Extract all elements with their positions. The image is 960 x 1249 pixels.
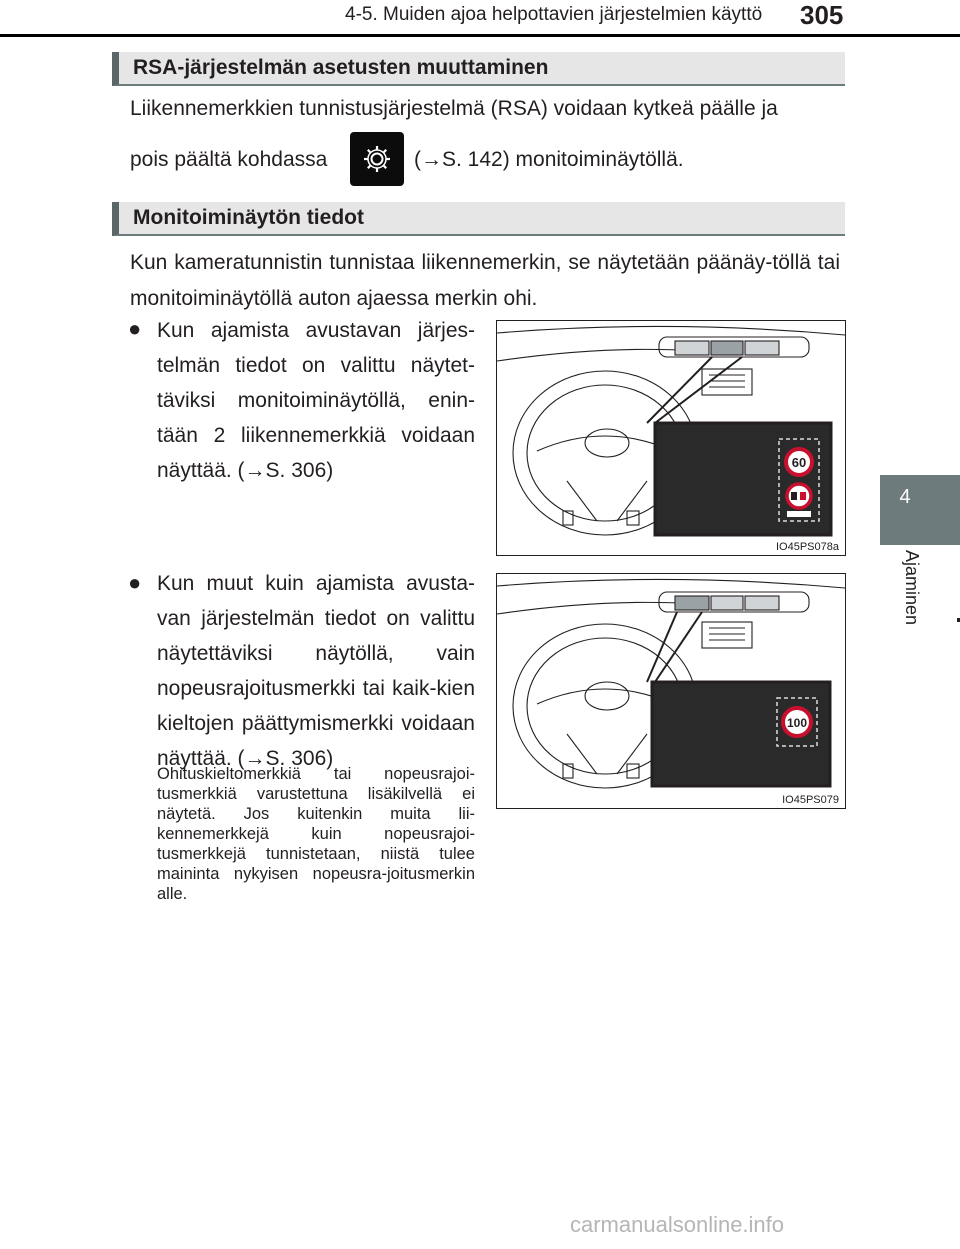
- page-number: 305: [800, 0, 844, 30]
- bullet-marker: ●: [128, 570, 142, 595]
- header-rule: [0, 34, 960, 37]
- figure-code: IO45PS078a: [776, 541, 839, 553]
- bullet-item-1: Kun ajamista avustavan järjes-telmän tiedot on valittu näytet-täviksi monitoiminäytöllä, enin-tään 2 liikennemerkkiä voidaan näyttää. (→S. 306): [157, 319, 475, 482]
- speed-sign-60: 60: [791, 455, 807, 470]
- cockpit-illustration: [497, 321, 845, 555]
- rsa-paragraph-line2-start: pois päältä kohdassa: [130, 148, 328, 171]
- speed-sign-100: 100: [786, 716, 808, 730]
- rsa-paragraph-line2-end: (→S. 142) monitoiminäytöllä.: [414, 148, 684, 171]
- bullet-item-2: Kun muut kuin ajamista avusta-van järjestelmän tiedot on valittu näytettäviksi näytöllä, vain nopeusrajoitusmerkki tai kaik-kien kieltojen päättymismerkki voidaan näyttää. (→S. 306): [157, 572, 475, 770]
- section-heading-text: RSA-järjestelmän asetusten muuttaminen: [133, 56, 549, 79]
- figure-cockpit-two-signs: [496, 320, 846, 556]
- section-heading-rsa-settings: [112, 52, 845, 86]
- footer-watermark: carmanualsonline.info: [570, 1212, 785, 1237]
- settings-gear-icon: [350, 132, 404, 186]
- section-heading-text: Monitoiminäytön tiedot: [133, 206, 364, 229]
- figure-code: IO45PS079: [782, 794, 839, 806]
- display-info-paragraph: Kun kameratunnistin tunnistaa liikennemerkin, se näytetään päänäy-töllä tai monitoiminäytöllä auton ajaessa merkin ohi.: [130, 251, 840, 310]
- cockpit-illustration: [497, 574, 845, 808]
- bullet-marker: ●: [128, 316, 142, 341]
- chapter-title: 4-5. Muiden ajoa helpottavien järjestelmien käyttö: [345, 4, 763, 25]
- figure-cockpit-one-sign: [496, 573, 846, 809]
- note-text: Ohituskieltomerkkiä tai nopeusrajoi-tusmerkkiä varustettuna lisäkilvellä ei näytetä. Jos kuitenkin muita lii-kennemerkkejä kuin nopeusrajoi-tusmerkkejä tunnistetaan, niistä tulee maininta nykyisen nopeusra-joitusmerkin alle.: [157, 765, 475, 903]
- chapter-tab-label-wrapper: [900, 550, 920, 640]
- chapter-tab-number: 4: [899, 486, 911, 508]
- rsa-paragraph-line1: Liikennemerkkien tunnistusjärjestelmä (RSA) voidaan kytkeä päälle ja: [130, 97, 778, 120]
- section-heading-display-info: [112, 202, 845, 236]
- chapter-tab-label: Ajaminen: [902, 550, 922, 626]
